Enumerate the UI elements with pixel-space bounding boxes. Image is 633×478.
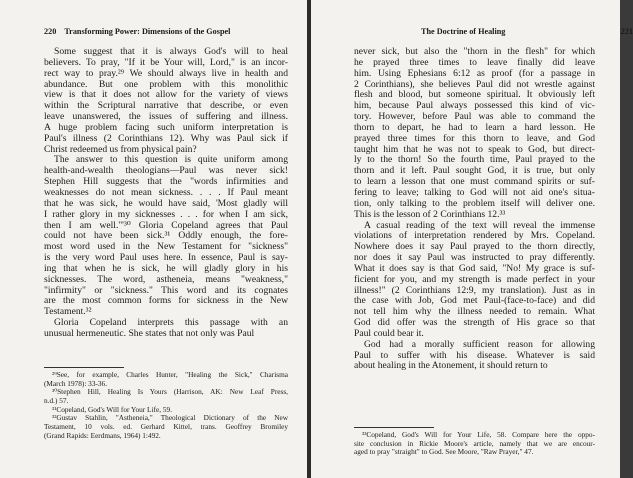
- body-text-line: taught him that he was not to speak to God, but direct-: [354, 143, 595, 155]
- page-number: 221: [620, 27, 633, 36]
- body-text-line: never sick, but also the "thorn in the flesh" for which: [354, 46, 595, 57]
- right-page: [311, 0, 633, 478]
- body-text-line: Paul to suffer with his disease. Whatever is said: [354, 349, 595, 361]
- body-text-line: I rather glory in my sicknesses . . . for when I am sick,: [44, 208, 288, 220]
- body-text-line: A huge problem facing such uniform interpretation is: [44, 121, 288, 133]
- left-footnotes: [44, 371, 288, 441]
- footnote-line: Testament, 10 vols. ed. Gerhard Kittel, trans. Geoffrey Bromiley: [44, 422, 288, 432]
- right-running-head: [421, 27, 633, 36]
- body-text-line: then I am well.'"³⁰ Gloria Copeland agrees that Paul: [44, 219, 288, 231]
- body-text-line: ing that when he is sick, he will gladly glory in his: [44, 262, 288, 274]
- body-text-line: tion, only talking to the problem itself will deliver one.: [354, 197, 595, 209]
- body-text-line: "infirmity" or "sickness." This word and its cognates: [44, 284, 288, 296]
- body-text-line: thorn and it left. Paul sought God, it is true, but only: [354, 165, 595, 177]
- footnote-rule: [354, 427, 434, 428]
- footnote-line: ³¹Copeland, God's Will for Your Life, 59.: [52, 404, 172, 414]
- body-text-line: nor does it say Paul was instructed to pray differently.: [354, 252, 595, 264]
- footnote-line: (Grand Rapids: Eerdmans, 1964) 1:492.: [44, 430, 161, 440]
- body-text-line: tory. However, before Paul was able to command the: [354, 111, 595, 123]
- footnote-line: n.d.) 57.: [44, 396, 69, 406]
- left-body-text: [44, 47, 288, 340]
- footnote-line: site conclusion in Rickie Moore's article, namely that we are encour-: [354, 438, 595, 448]
- body-text-line: the case with Job, God met Paul-(face-to-face) and did: [354, 295, 595, 307]
- left-page: [0, 0, 307, 478]
- body-text-line: to learn a lesson that one must command spirits or suf-: [354, 176, 595, 188]
- running-head-title: The Doctrine of Healing: [421, 27, 506, 36]
- body-text-line: ly to the thorn! So the fourth time, Paul prayed to the: [354, 154, 595, 166]
- body-text-line: Paul's illness (2 Corinthians 12). Why was Paul sick if: [44, 132, 288, 144]
- right-footnotes: [354, 431, 595, 457]
- body-text-line: rect way to pray.²⁹ We should always live in health and: [44, 67, 288, 79]
- body-text-line: health-and-wealth theologians—Paul was never sick!: [44, 165, 288, 177]
- body-text-line: Nowhere does it say Paul prayed to the thorn directly,: [354, 241, 595, 253]
- body-text-line: most word used in the New Testament for "sickness": [44, 241, 288, 253]
- body-text-line: fering to leave; talking to God will not aid one's situa-: [354, 186, 595, 198]
- body-text-line: him. Using Ephesians 6:12 as proof (for a passage in: [354, 67, 595, 79]
- right-body-text: [354, 47, 595, 372]
- body-text-line: Testament.³²: [44, 306, 92, 318]
- body-text-line: leave unanswered, the issues of suffering and illness.: [44, 111, 288, 123]
- page-number: 220: [44, 27, 57, 36]
- footnote-line: aged to pray "straight" to God. See Moore, "Raw Prayer," 47.: [354, 447, 534, 457]
- body-text-line: The answer to this question is quite uniform among: [54, 154, 288, 166]
- body-text-line: are the most common forms for sickness in the New: [44, 295, 288, 307]
- left-running-head: [44, 27, 230, 36]
- body-text-line: not tell him why the illness needed to remain. What: [354, 306, 595, 318]
- body-text-line: him, because Paul always possessed this kind of vic-: [354, 100, 595, 112]
- body-text-line: ficient for you, and my strength is made perfect in your: [354, 273, 595, 285]
- body-text-line: he prayed three times to leave finally did leave: [354, 56, 595, 68]
- footnote-rule: [44, 367, 124, 368]
- body-text-line: 2 Corinthians), she believes Paul did not wrestle against: [354, 78, 595, 90]
- body-text-line: God had a morally sufficient reason for allowing: [364, 338, 595, 350]
- body-text-line: Stephen Hill suggests that the "words infirmities and: [44, 176, 288, 188]
- body-text-line: This is the lesson of 2 Corinthians 12.³³: [354, 208, 506, 220]
- body-text-line: flesh and blood, but someone spiritual. It obviously left: [354, 89, 595, 101]
- footnote-line: ³⁰Stephen Hill, Healing Is Yours (Harrison, AK: New Leaf Press,: [52, 387, 288, 397]
- body-text-line: Christ redeemed us from physical pain?: [44, 143, 197, 155]
- body-text-line: Some suggest that it is always God's will to heal: [54, 46, 288, 57]
- body-text-line: could not have been sick.³¹ Oddly enough, the fore-: [44, 230, 288, 242]
- body-text-line: unusual hermeneutic. She states that not only was Paul: [44, 327, 255, 339]
- body-text-line: abundance. But one problem with this monolithic: [44, 78, 288, 90]
- body-text-line: prayed three times for this thorn to leave, and God: [354, 132, 595, 144]
- body-text-line: weaknesses do not mean sickness. . . . If Paul meant: [44, 186, 288, 198]
- body-text-line: believers. To pray, "If it be Your will, Lord," is an incor-: [44, 56, 288, 68]
- body-text-line: within the Scriptural narrative that describe, or even: [44, 100, 288, 112]
- footnote-line: (March 1978): 33-36.: [44, 378, 108, 388]
- body-text-line: A casual reading of the text will reveal the immense: [364, 219, 595, 231]
- body-text-line: about healing in the Atonement, it should return to: [354, 360, 548, 372]
- body-text-line: is the very word Paul uses here. In essence, Paul is say-: [44, 252, 288, 264]
- body-text-line: that he was sick, he would have said, 'Most gladly will: [44, 197, 288, 209]
- body-text-line: illness!" (2 Corinthians 12:9, my translation). Just as in: [354, 284, 595, 296]
- footnote-line: ³³Copeland, God's Will for Your Life, 58. Compare here the oppo-: [362, 430, 595, 439]
- body-text-line: sicknesses. The word, astheneia, means "weakness,": [44, 273, 288, 285]
- body-text-line: Gloria Copeland interprets this passage with an: [54, 317, 288, 329]
- body-text-line: What it does say is that God said, "No! My grace is suf-: [354, 262, 595, 274]
- body-text-line: God did offer was the strength of His grace so that: [354, 317, 595, 329]
- footnote-line: ³²Gustav Stahlin, "Astheneia," Theological Dictionary of the New: [52, 413, 288, 423]
- body-text-line: view is that it does not allow for the variety of views: [44, 89, 288, 101]
- body-text-line: violations of interpretation rendered by Mrs. Copeland.: [354, 230, 595, 242]
- running-head-title: Transforming Power: Dimensions of the Gospel: [64, 27, 231, 36]
- footnote-line: ²⁹See, for example, Charles Hunter, "Healing the Sick," Charisma: [52, 370, 288, 379]
- body-text-line: Paul could bear it.: [354, 327, 424, 339]
- body-text-line: thorn to depart, he had to learn a hard lesson. He: [354, 121, 595, 133]
